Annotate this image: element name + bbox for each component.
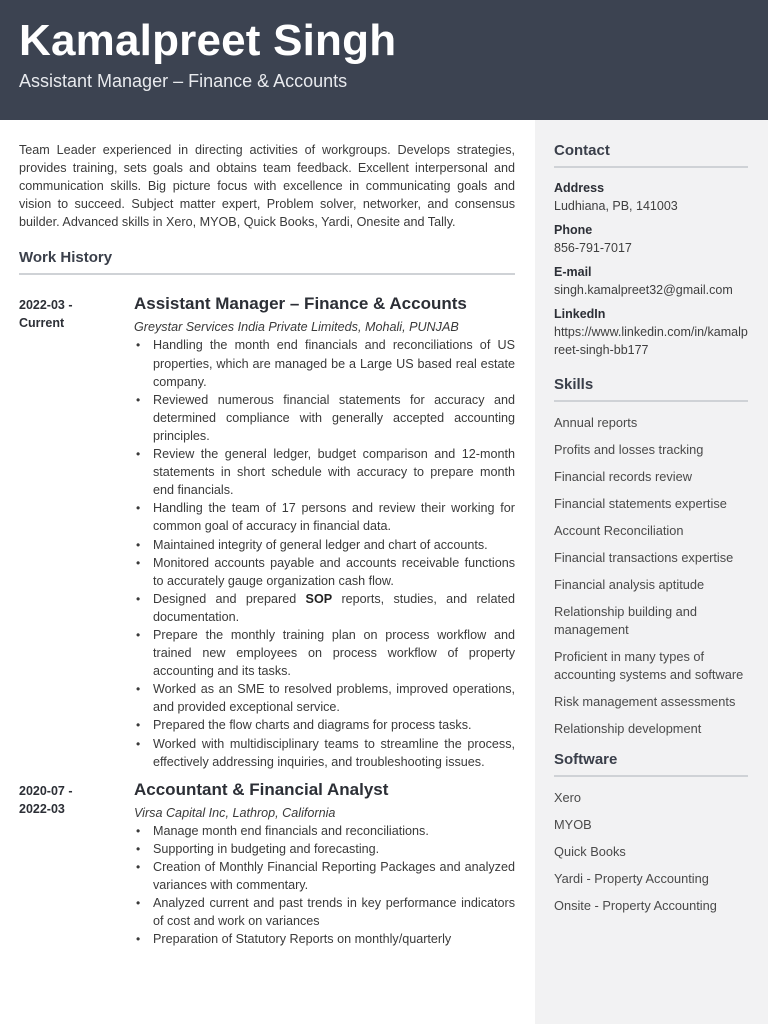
job-bullets [134, 822, 515, 949]
software-item: Quick Books [554, 844, 626, 859]
job-title: Assistant Manager – Finance & Accounts [134, 294, 467, 314]
bullet-icon: • [136, 736, 141, 751]
bullet-icon: • [136, 392, 141, 407]
job-bullets [134, 336, 515, 770]
job-dates [19, 296, 119, 332]
resume-header [0, 0, 768, 120]
skill-item: Financial statements expertise [554, 496, 727, 511]
software-item: MYOB [554, 817, 592, 832]
software-item: Onsite - Property Accounting [554, 898, 717, 913]
job-entry-1 [19, 293, 515, 770]
job-entry-2 [19, 779, 515, 949]
skill-item: Relationship development [554, 721, 702, 736]
skills-heading: Skills [554, 376, 748, 402]
bullet-icon: • [136, 841, 141, 856]
bullet-icon: • [136, 591, 141, 606]
candidate-title: Assistant Manager – Finance & Accounts [19, 71, 348, 91]
candidate-name: Kamalpreet Singh [19, 16, 397, 65]
job-dates [19, 782, 119, 818]
bullet-icon: • [136, 537, 141, 552]
bullet-icon: • [136, 718, 141, 733]
bullet-icon: • [136, 682, 141, 697]
job-bullet: • Worked with multidisciplinary teams to streamline the process, effectively addressing inquiries, and troubleshooting issues. [136, 736, 515, 769]
bullet-icon: • [136, 932, 141, 947]
software-item: Xero [554, 790, 582, 805]
skill-item: Profits and losses tracking [554, 442, 704, 457]
job-bullet: • Supporting in budgeting and forecasting. [134, 840, 515, 858]
job-bullet: • Handling the team of 17 persons and review their working for common goal of accuracy in financial data. [136, 501, 515, 534]
skill-item: Financial analysis aptitude [554, 577, 705, 592]
job-bullet: • Prepare the monthly training plan on process workflow and trained new employees on process workflow of property accounting and its tasks. [136, 627, 515, 679]
job-bullet: • Designed and prepared SOP reports, studies, and related documentation. [136, 591, 515, 624]
software-list [554, 789, 748, 915]
address-label: Address [554, 181, 605, 195]
job-date-end: Current [19, 316, 65, 331]
professional-summary: Team Leader experienced in directing activities of workgroups. Develops strategies, provides training, sets goals and obtains team feedback. Excellent interpersonal and communication skills. Big picture focus with excellence in communicating goals and vision to succeed. Subject matter expert, Problem solver, networker, and consensus builder. Advanced skills in Xero, MYOB, Quick Books, Yardi, Onesite and Tally. [19, 143, 515, 230]
bullet-icon: • [136, 823, 141, 838]
contact-heading: Contact [554, 142, 748, 168]
job-bullet: • Review the general ledger, budget comparison and 12-month statements in short schedule with accuracy to prepare month end financials. [136, 447, 515, 498]
job-date-start: 2022-03 - [19, 298, 73, 313]
skills-list [554, 414, 748, 738]
job-title: Accountant & Financial Analyst [134, 779, 389, 799]
job-bullet: • Manage month end financials and reconciliations. [134, 822, 515, 840]
job-bullet: • Analyzed current and past trends in key performance indicators of cost and work on variances [136, 896, 515, 929]
sidebar [535, 120, 768, 1024]
job-company: Greystar Services India Private Limiteds, Mohali, PUNJAB [134, 320, 459, 335]
job-bullet: • Preparation of Statutory Reports on monthly/quarterly [134, 930, 515, 948]
skill-item: Relationship building and management [554, 604, 698, 637]
bullet-icon: • [136, 447, 141, 462]
job-bullet: • Creation of Monthly Financial Reporting Packages and analyzed variances with commentary. [136, 859, 515, 892]
phone-value[interactable]: 856-791-7017 [554, 241, 632, 255]
skill-item: Proficient in many types of accounting systems and software [554, 649, 744, 682]
phone-label: Phone [554, 223, 593, 237]
email-link[interactable]: singh.kamalpreet32@gmail.com [554, 283, 733, 297]
linkedin-label: LinkedIn [554, 307, 606, 321]
bullet-icon: • [136, 859, 141, 874]
skill-item: Annual reports [554, 415, 638, 430]
job-bullet: • Reviewed numerous financial statements for accuracy and determined compliance with generally accepted accounting principles. [136, 392, 515, 443]
skill-item: Risk management assessments [554, 694, 736, 709]
job-bullet: • Monitored accounts payable and accounts receivable functions to accurately gauge organization cash flow. [136, 555, 515, 588]
bullet-icon: • [136, 338, 141, 353]
skill-item: Account Reconciliation [554, 523, 684, 538]
work-history-heading: Work History [19, 249, 515, 275]
skill-item: Financial records review [554, 469, 692, 484]
bullet-icon: • [136, 896, 141, 911]
email-label: E-mail [554, 265, 592, 279]
job-bullet: • Worked as an SME to resolved problems, improved operations, and provided exceptional service. [136, 682, 515, 715]
software-heading: Software [554, 751, 748, 777]
job-company: Virsa Capital Inc, Lathrop, California [134, 805, 336, 820]
job-date-end: 2022-03 [19, 801, 65, 816]
job-bullet: • Prepared the flow charts and diagrams for process tasks. [134, 716, 515, 734]
bullet-icon: • [136, 627, 141, 642]
main-column [19, 141, 515, 948]
linkedin-link[interactable]: https://www.linkedin.com/in/kamalpreet-singh-bb177 [554, 325, 748, 357]
skill-item: Financial transactions expertise [554, 550, 734, 565]
job-bullet: • Handling the month end financials and reconciliations of US properties, which are managed be a Large US based real estate company. [136, 338, 515, 389]
software-item: Yardi - Property Accounting [554, 871, 709, 886]
bullet-icon: • [136, 555, 141, 570]
bullet-icon: • [136, 501, 141, 516]
address-value: Ludhiana, PB, 141003 [554, 199, 678, 213]
job-date-start: 2020-07 - [19, 783, 73, 798]
job-bullet: • Maintained integrity of general ledger and chart of accounts. [134, 536, 515, 554]
